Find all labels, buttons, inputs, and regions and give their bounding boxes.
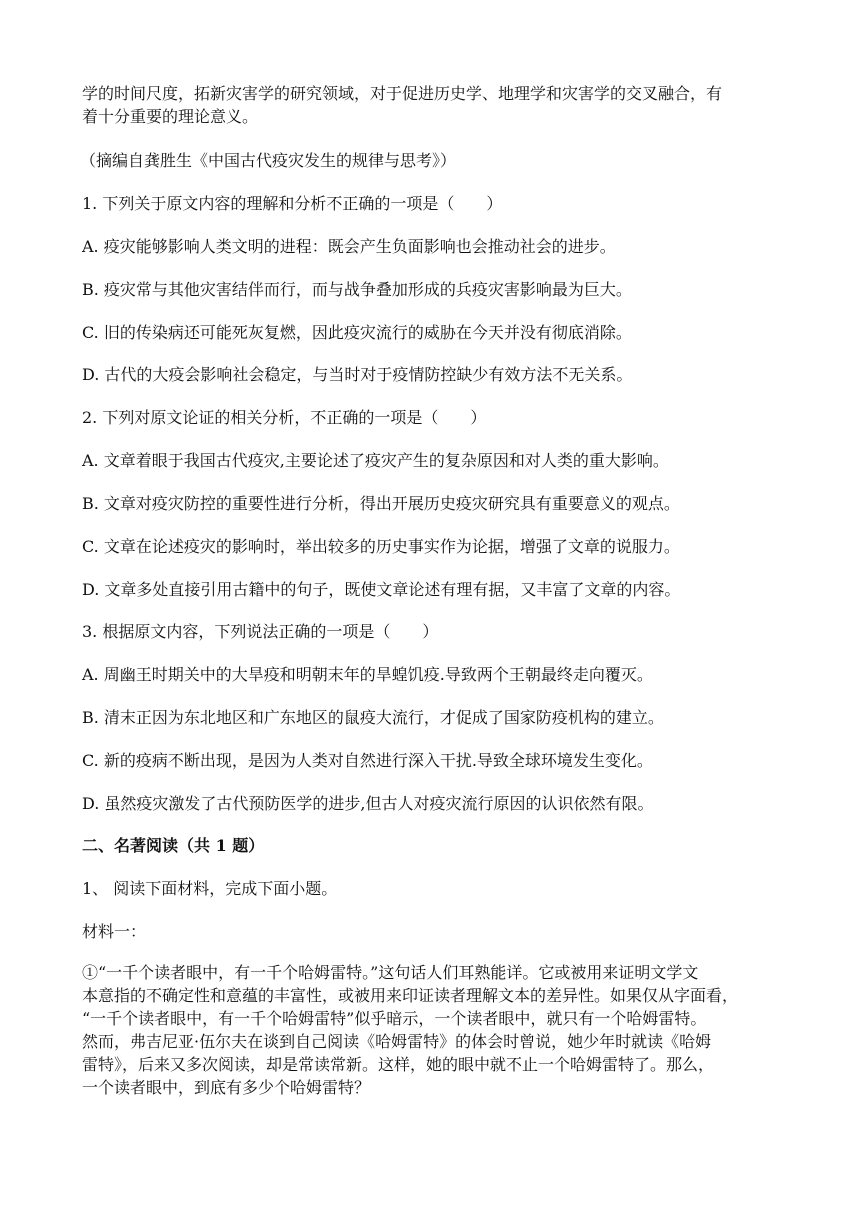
question-3-option-a: A. 周幽王时期关中的大旱疫和明朝末年的旱蝗饥疫.导致两个王朝最终走向覆灭。 xyxy=(82,665,653,684)
section-2-instruction: 1、 阅读下面材料，完成下面小题。 xyxy=(82,879,338,898)
question-2-option-d: D. 文章多处直接引用古籍中的句子，既使文章论述有理有据，又丰富了文章的内容。 xyxy=(82,580,681,599)
material-1-line-4: 然而，弗吉尼亚·伍尔夫在谈到自己阅读《哈姆雷特》的体会时曾说，她少年时就读《哈姆 xyxy=(82,1032,712,1051)
material-1-label: 材料一： xyxy=(82,922,147,941)
source-citation: （摘编自龚胜生《中国古代疫灾发生的规律与思考》） xyxy=(80,151,457,170)
material-1-line-1: ①“一千个读者眼中，有一千个哈姆雷特。”这句话人们耳熟能详。它或被用来证明文学文 xyxy=(82,963,699,982)
question-3-option-c: C. 新的疫病不断出现，是因为人类对自然进行深入干扰.导致全球环境发生变化。 xyxy=(82,751,653,770)
question-1-option-c: C. 旧的传染病还可能死灰复燃，因此疫灾流行的威胁在今天并没有彻底消除。 xyxy=(82,323,632,342)
question-2-option-c: C. 文章在论述疫灾的影响时，举出较多的历史事实作为论据，增强了文章的说服力。 xyxy=(82,537,680,556)
material-1-line-3: “一千个读者眼中，有一千个哈姆雷特”似乎暗示，一个读者眼中，就只有一个哈姆雷特。 xyxy=(82,1009,707,1028)
question-1-stem: 1. 下列关于原文内容的理解和分析不正确的一项是（ ） xyxy=(82,194,503,213)
material-1-line-5: 雷特》，后来又多次阅读，却是常读常新。这样，她的眼中就不止一个哈姆雷特了。那么， xyxy=(82,1055,715,1074)
question-3-stem: 3. 根据原文内容，下列说法正确的一项是（ ） xyxy=(82,622,439,641)
question-1-option-d: D. 古代的大疫会影响社会稳定，与当时对于疫情防控缺少有效方法不无关系。 xyxy=(82,365,633,384)
question-1-option-b: B. 疫灾常与其他灾害结伴而行，而与战争叠加形成的兵疫灾害影响最为巨大。 xyxy=(82,280,632,299)
question-2-option-b: B. 文章对疫灾防控的重要性进行分析，得出开展历史疫灾研究具有重要意义的观点。 xyxy=(82,494,680,513)
question-1-option-a: A. 疫灾能够影响人类文明的进程：既会产生负面影响也会推动社会的进步。 xyxy=(82,237,616,256)
material-1-line-2: 本意指的不确定性和意蕴的丰富性，或被用来印证读者理解文本的差异性。如果仅从字面看， xyxy=(82,986,739,1005)
passage-end-line-2: 着十分重要的理论意义。 xyxy=(82,107,259,126)
question-3-option-b: B. 清末正因为东北地区和广东地区的鼠疫大流行，才促成了国家防疫机构的建立。 xyxy=(82,708,664,727)
question-2-option-a: A. 文章着眼于我国古代疫灾,主要论述了疫灾产生的复杂原因和对人类的重大影响。 xyxy=(82,451,669,470)
material-1-line-6: 一个读者眼中，到底有多少个哈姆雷特？ xyxy=(82,1078,371,1097)
section-2-heading: 二、名著阅读（共 1 题） xyxy=(82,836,265,855)
question-3-option-d: D. 虽然疫灾激发了古代预防医学的进步,但古人对疫灾流行原因的认识依然有限。 xyxy=(82,794,654,813)
passage-end-line-1: 学的时间尺度，拓新灾害学的研究领域，对于促进历史学、地理学和灾害学的交叉融合，有 xyxy=(82,84,723,103)
question-2-stem: 2. 下列对原文论证的相关分析，不正确的一项是（ ） xyxy=(82,408,487,427)
